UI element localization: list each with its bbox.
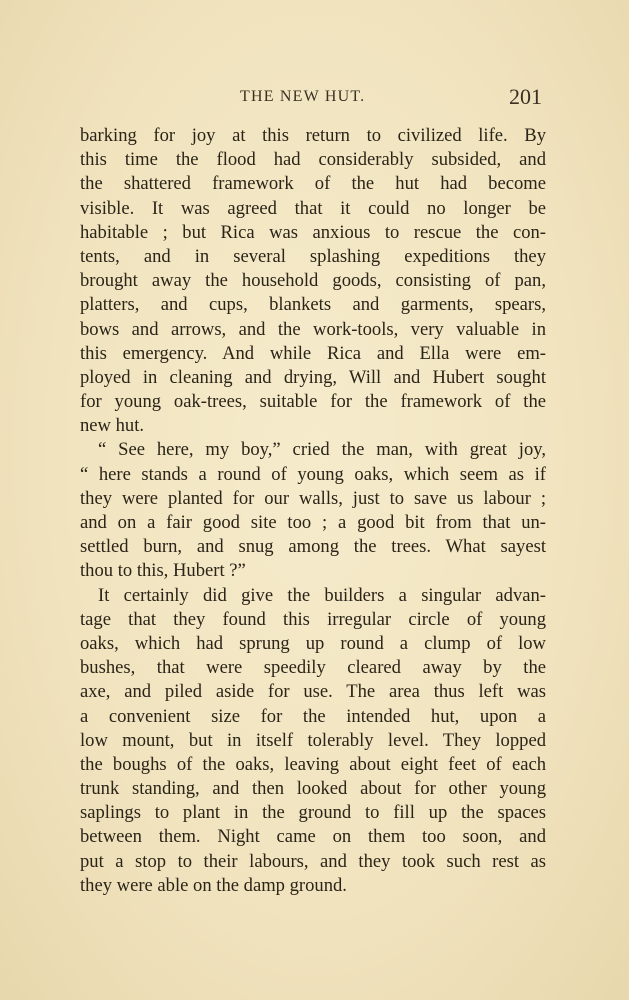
text-line: they were planted for our walls, just to save us labour ; <box>80 487 546 509</box>
text-line: the shattered framework of the hut had become <box>80 173 546 195</box>
text-line: tents, and in several splashing expeditions they <box>80 245 546 267</box>
text-line: new hut. <box>80 415 145 437</box>
text-line: bows and arrows, and the work-tools, very valuable in <box>80 318 546 340</box>
text-line: they were able on the damp ground. <box>80 874 347 896</box>
text-line: ployed in cleaning and drying, Will and Hubert sought <box>80 366 546 388</box>
body-text <box>80 124 546 898</box>
text-line: settled burn, and snug among the trees. What sayest <box>80 536 546 558</box>
text-line: between them. Night came on them too soon, and <box>80 826 546 848</box>
page-number: 201 <box>509 84 542 109</box>
text-line: thou to this, Hubert ?” <box>80 560 246 582</box>
text-line: oaks, which had sprung up round a clump of low <box>80 632 546 654</box>
text-line: barking for joy at this return to civilized life. By <box>80 125 546 146</box>
text-line: put a stop to their labours, and they took such rest as <box>80 850 546 872</box>
text-line: trunk standing, and then looked about for other young <box>80 778 546 800</box>
text-line: bushes, that were speedily cleared away by the <box>80 657 546 679</box>
text-line: for young oak-trees, suitable for the framework of the <box>80 391 546 413</box>
text-line: tage that they found this irregular circle of young <box>80 608 546 630</box>
running-title: THE NEW HUT. <box>240 88 366 105</box>
text-line: “ See here, my boy,” cried the man, with great joy, <box>98 439 546 461</box>
text-line: It certainly did give the builders a singular advan- <box>98 584 546 606</box>
text-line: visible. It was agreed that it could no longer be <box>80 197 546 219</box>
text-line: this emergency. And while Rica and Ella were em- <box>80 342 546 364</box>
text-line: low mount, but in itself tolerably level. They lopped <box>80 729 546 751</box>
running-head <box>80 84 546 110</box>
text-line: axe, and piled aside for use. The area thus left was <box>80 681 546 703</box>
text-line: saplings to plant in the ground to fill up the spaces <box>80 802 546 824</box>
text-line: brought away the household goods, consisting of pan, <box>80 270 546 292</box>
text-line: and on a fair good site too ; a good bit from that un- <box>80 512 546 533</box>
text-line: “ here stands a round of young oaks, which seem as if <box>80 463 546 485</box>
text-line: platters, and cups, blankets and garments, spears, <box>80 294 546 316</box>
text-line: this time the flood had considerably subsided, and <box>80 149 546 171</box>
text-line: habitable ; but Rica was anxious to rescue the con- <box>80 221 546 243</box>
text-line: the boughs of the oaks, leaving about eight feet of each <box>80 753 546 775</box>
text-line: a convenient size for the intended hut, upon a <box>80 705 546 727</box>
